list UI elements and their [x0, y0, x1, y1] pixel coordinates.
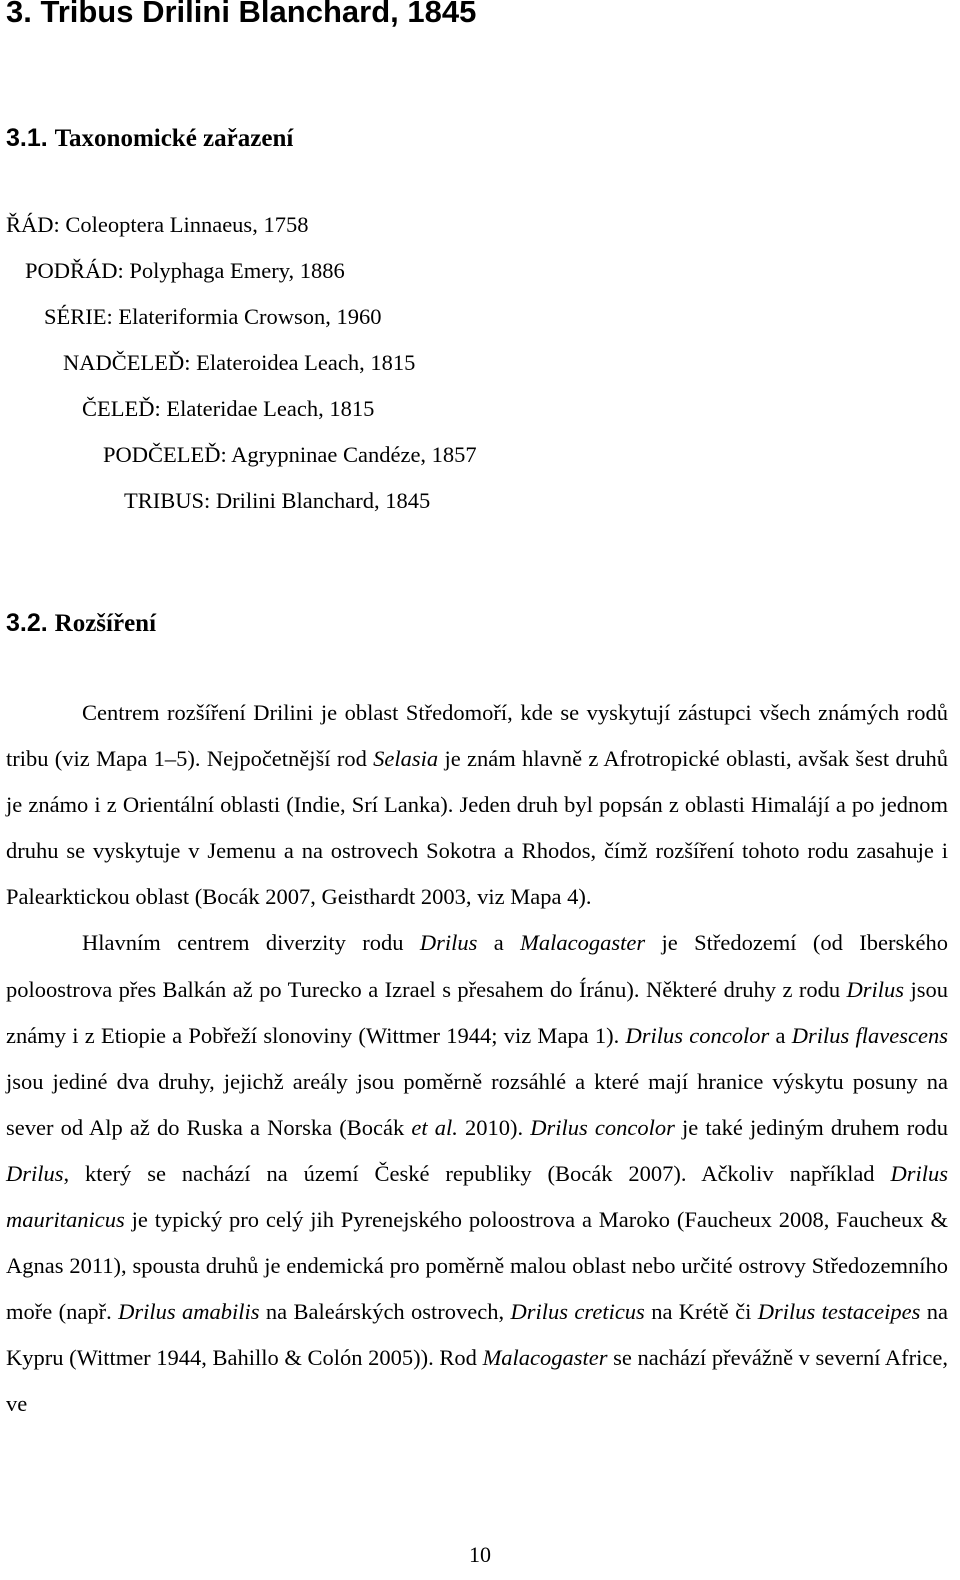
body-text: [6, 690, 948, 1428]
taxon-name: Drilus creticus: [510, 1299, 645, 1325]
taxon-name: Drilus: [846, 976, 905, 1002]
taxon-name: Drilus concolor: [530, 1114, 675, 1140]
page-number: 10: [469, 1542, 491, 1567]
text-run: je Středozemí (od Iberského poloostrova přes Balkán až po Turecko a Izrael s přesahem do Íránu). Některé druhy z rodu: [6, 930, 948, 1002]
section-title: Taxonomické zařazení: [54, 125, 294, 152]
text-run: na Baleárských ostrovech,: [259, 1299, 511, 1325]
citation-et-al: et al.: [411, 1114, 458, 1140]
taxonomy-rank-order: ŘÁD: Coleoptera Linnaeus, 1758: [6, 212, 309, 237]
text-run: je také jediným druhem rodu: [674, 1114, 948, 1140]
text-run: Centrem rozšíření Drilini je oblast Středomoří, kde se vyskytují zástupci všech známých rodů tribu (viz Mapa 1–5). Nejpočetnější rod: [6, 700, 948, 772]
taxonomy-rank-subfamily: PODČELEĎ: Agrypninae Candéze, 1857: [103, 442, 477, 467]
text-run: je typický pro celý jih Pyrenejského poloostrova a Maroko (Faucheux 2008, Faucheux & Agnas 2011), spousta druhů je endemická pro poměrně malou oblast nebo určité ostrovy Středozemního moře (např.: [6, 1207, 948, 1325]
taxon-name: Selasia: [373, 746, 439, 772]
taxon-name: Drilus concolor: [625, 1022, 770, 1048]
text-run: 2010).: [457, 1114, 531, 1140]
taxon-name: Drilus: [419, 930, 478, 956]
taxon-name: Malacogaster: [482, 1345, 608, 1371]
taxonomy-rank-family: ČELEĎ: Elateridae Leach, 1815: [82, 396, 375, 421]
section-heading-taxonomy: [6, 124, 293, 153]
section-title: Rozšíření: [54, 610, 157, 637]
text-run: a: [477, 930, 521, 956]
taxon-name: Drilus amabilis: [118, 1299, 260, 1325]
taxonomy-rank-superfamily: NADČELEĎ: Elateroidea Leach, 1815: [63, 350, 416, 375]
taxon-name: Drilus flavescens: [791, 1022, 948, 1048]
text-run: na Krétě či: [644, 1299, 758, 1325]
text-run: je znám hlavně z Afrotropické oblasti, avšak šest druhů je známo i z Orientální oblasti (Indie, Srí Lanka). Jeden druh byl popsán z oblasti Himalájí a po jednom druhu se vyskytuje v Jemenu a na ostrovech Sokotra a Rhodos, čímž rozšíření tohoto rodu zasahuje i Palearktickou oblast (Bocák 2007, Geisthardt 2003, viz Mapa 4).: [6, 746, 948, 910]
paragraph-1: [6, 690, 948, 920]
taxonomy-rank-tribe: TRIBUS: Drilini Blanchard, 1845: [124, 488, 431, 513]
taxonomy-rank-suborder: PODŘÁD: Polyphaga Emery, 1886: [25, 258, 345, 283]
taxonomy-rank-series: SÉRIE: Elateriformia Crowson, 1960: [44, 304, 382, 329]
text-run: jsou jediné dva druhy, jejichž areály jsou poměrně rozsáhlé a které mají hranice výskytu posuny na sever od Alp až do Ruska a Norska (Bocák: [6, 1068, 948, 1140]
text-run: jsou známy i z Etiopie a Pobřeží slonoviny (Wittmer 1944; viz Mapa 1).: [6, 976, 948, 1048]
text-run: na Kypru (Wittmer 1944, Bahillo & Colón 2005)). Rod: [6, 1299, 948, 1371]
taxon-name: Drilus testaceipes: [757, 1299, 921, 1325]
taxon-name: Drilus mauritanicus: [6, 1160, 948, 1233]
paragraph-2: [6, 920, 948, 1427]
section-number: 3.1.: [6, 124, 48, 152]
section-number: 3.2.: [6, 609, 48, 637]
text-run: , který se nachází na území České republiky (Bocák 2007). Ačkoliv například: [63, 1160, 891, 1186]
text-run: se nachází převážně v severní Africe, ve: [6, 1345, 948, 1417]
taxon-name: Malacogaster: [520, 930, 646, 956]
text-run: a: [769, 1022, 792, 1048]
chapter-heading: 3. Tribus Drilini Blanchard, 1845: [6, 0, 477, 29]
text-run: Hlavním centrem diverzity rodu: [82, 930, 420, 956]
section-heading-distribution: [6, 609, 156, 638]
taxon-name: Drilus: [6, 1160, 64, 1186]
